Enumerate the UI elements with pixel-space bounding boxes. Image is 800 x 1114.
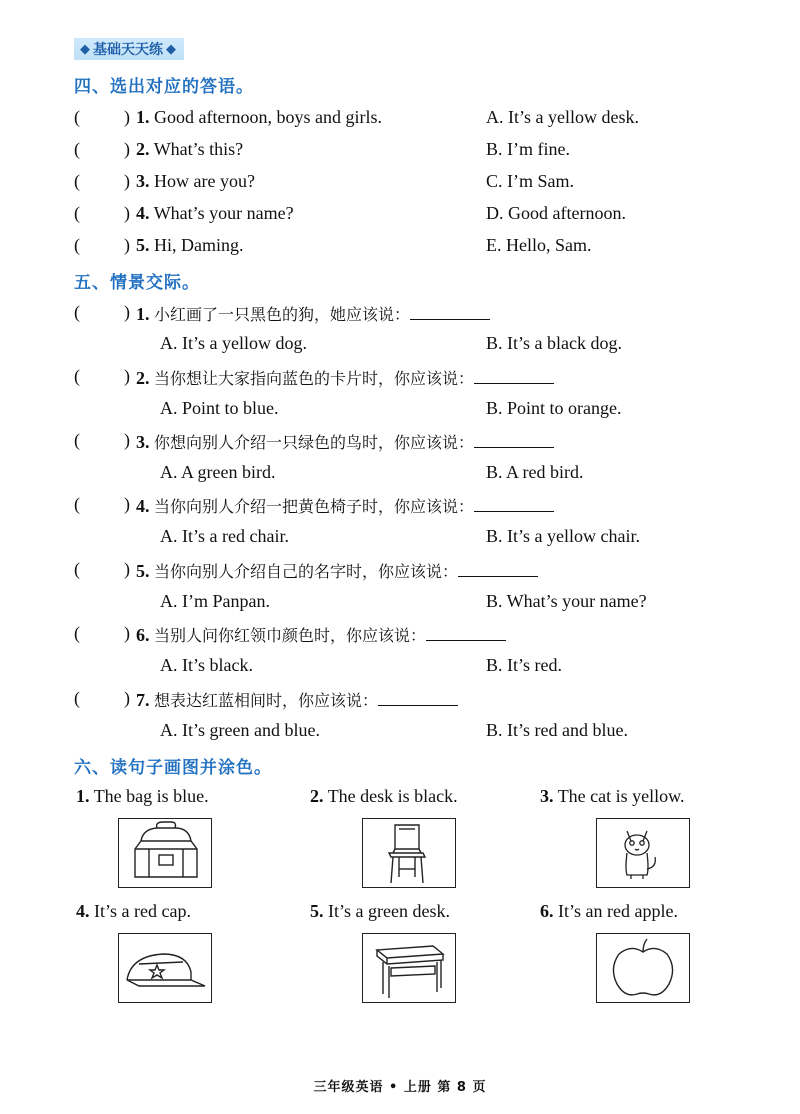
draw-item-label: 1. The bag is blue. <box>76 786 209 806</box>
s5-option-a: A. Point to blue. <box>160 398 279 418</box>
question-number: 7. <box>136 690 150 710</box>
diamond-icon: ◆ <box>166 41 176 57</box>
answer-blank[interactable] <box>474 367 554 384</box>
s4-option: C. I’m Sam. <box>486 171 574 191</box>
apple-picture-box[interactable] <box>596 933 690 1003</box>
bag-picture-box[interactable] <box>118 818 212 888</box>
answer-paren-close: ) <box>124 302 130 322</box>
s5-option-a: A. A green bird. <box>160 462 276 482</box>
answer-paren-close: ) <box>124 623 130 643</box>
answer-paren-close: ) <box>124 430 130 450</box>
draw-item-label: 2. The desk is black. <box>310 786 458 806</box>
s5-option-b: B. It’s red and blue. <box>486 720 628 740</box>
s5-option-a: A. It’s black. <box>160 655 253 675</box>
question-text: Good afternoon, boys and girls. <box>154 107 382 127</box>
answer-paren-open: ( <box>74 139 80 159</box>
question-text: 想表达红蓝相间时，你应该说： <box>154 691 379 710</box>
question-number: 1. <box>136 304 150 324</box>
draw-item-label: 3. The cat is yellow. <box>540 786 685 806</box>
diamond-icon: ◆ <box>80 41 90 57</box>
answer-paren-close: ) <box>124 559 130 579</box>
question-number: 4. <box>136 496 150 516</box>
s5-option-a: A. I’m Panpan. <box>160 591 270 611</box>
question-text: 你想向别人介绍一只绿色的鸟时，你应该说： <box>154 433 475 452</box>
answer-paren-open: ( <box>74 688 80 708</box>
answer-paren-close: ) <box>124 235 130 255</box>
question-text: 当你向别人介绍一把黄色椅子时，你应该说： <box>154 497 475 516</box>
answer-paren-open: ( <box>74 494 80 514</box>
answer-paren-close: ) <box>124 139 130 159</box>
s4-option: E. Hello, Sam. <box>486 235 592 255</box>
s5-option-a: A. It’s a yellow dog. <box>160 333 307 353</box>
question-text: What’s your name? <box>153 203 294 223</box>
banner-title: 基础天天练 <box>93 42 163 58</box>
s4-option: B. I’m fine. <box>486 139 570 159</box>
section5-title: 五、情景交际。 <box>74 273 200 293</box>
s5-option-b: B. It’s a yellow chair. <box>486 526 640 546</box>
s5-option-a: A. It’s a red chair. <box>160 526 289 546</box>
answer-paren-open: ( <box>74 559 80 579</box>
answer-paren-open: ( <box>74 107 80 127</box>
cap-picture-box[interactable] <box>118 933 212 1003</box>
question-text: 当你向别人介绍自己的名字时，你应该说： <box>154 562 459 581</box>
question-number: 6. <box>136 625 150 645</box>
cat-picture-box[interactable] <box>596 818 690 888</box>
question-number: 2. <box>136 368 150 388</box>
question-number: 4. <box>136 203 150 223</box>
desk-picture-box[interactable] <box>362 933 456 1003</box>
section-banner <box>74 38 184 60</box>
answer-paren-close: ) <box>124 171 130 191</box>
chair-picture-box[interactable] <box>362 818 456 888</box>
answer-paren-open: ( <box>74 302 80 322</box>
chair-icon <box>363 819 455 887</box>
answer-paren-close: ) <box>124 366 130 386</box>
s5-option-a: A. It’s green and blue. <box>160 720 320 740</box>
question-text: 小红画了一只黑色的狗，她应该说： <box>154 305 411 324</box>
bag-icon <box>119 819 211 887</box>
answer-paren-open: ( <box>74 430 80 450</box>
section6-title: 六、读句子画图并涂色。 <box>74 758 272 778</box>
question-number: 3. <box>136 171 150 191</box>
s5-option-b: B. What’s your name? <box>486 591 647 611</box>
answer-paren-close: ) <box>124 203 130 223</box>
answer-paren-open: ( <box>74 623 80 643</box>
cat-icon <box>597 819 689 887</box>
s5-option-b: B. It’s red. <box>486 655 562 675</box>
question-number: 2. <box>136 139 150 159</box>
section4-title: 四、选出对应的答语。 <box>74 77 254 97</box>
s5-option-b: B. It’s a black dog. <box>486 333 622 353</box>
s4-option: D. Good afternoon. <box>486 203 626 223</box>
draw-item-label: 6. It’s an red apple. <box>540 901 678 921</box>
page-footer: 三年级英语 • 上册 第 8 页 <box>313 1080 487 1095</box>
s5-option-b: B. A red bird. <box>486 462 584 482</box>
answer-blank[interactable] <box>426 624 506 641</box>
answer-blank[interactable] <box>458 560 538 577</box>
question-text: What’s this? <box>153 139 244 159</box>
answer-paren-open: ( <box>74 235 80 255</box>
cap-icon <box>119 934 211 1002</box>
question-text: 当你想让大家指向蓝色的卡片时，你应该说： <box>154 369 475 388</box>
apple-icon <box>597 934 689 1002</box>
s5-option-b: B. Point to orange. <box>486 398 622 418</box>
answer-blank[interactable] <box>378 689 458 706</box>
question-number: 1. <box>136 107 150 127</box>
answer-blank[interactable] <box>474 431 554 448</box>
question-text: 当别人问你红领巾颜色时，你应该说： <box>154 626 427 645</box>
draw-item-label: 4. It’s a red cap. <box>76 901 191 921</box>
question-text: How are you? <box>154 171 255 191</box>
answer-paren-close: ) <box>124 107 130 127</box>
question-text: Hi, Daming. <box>154 235 244 255</box>
answer-paren-close: ) <box>124 494 130 514</box>
answer-blank[interactable] <box>410 303 490 320</box>
s4-option: A. It’s a yellow desk. <box>486 107 639 127</box>
question-number: 5. <box>136 235 150 255</box>
draw-item-label: 5. It’s a green desk. <box>310 901 450 921</box>
answer-paren-open: ( <box>74 203 80 223</box>
question-number: 5. <box>136 561 150 581</box>
answer-paren-open: ( <box>74 171 80 191</box>
question-number: 3. <box>136 432 150 452</box>
answer-paren-open: ( <box>74 366 80 386</box>
answer-paren-close: ) <box>124 688 130 708</box>
desk-icon <box>363 934 455 1002</box>
answer-blank[interactable] <box>474 495 554 512</box>
